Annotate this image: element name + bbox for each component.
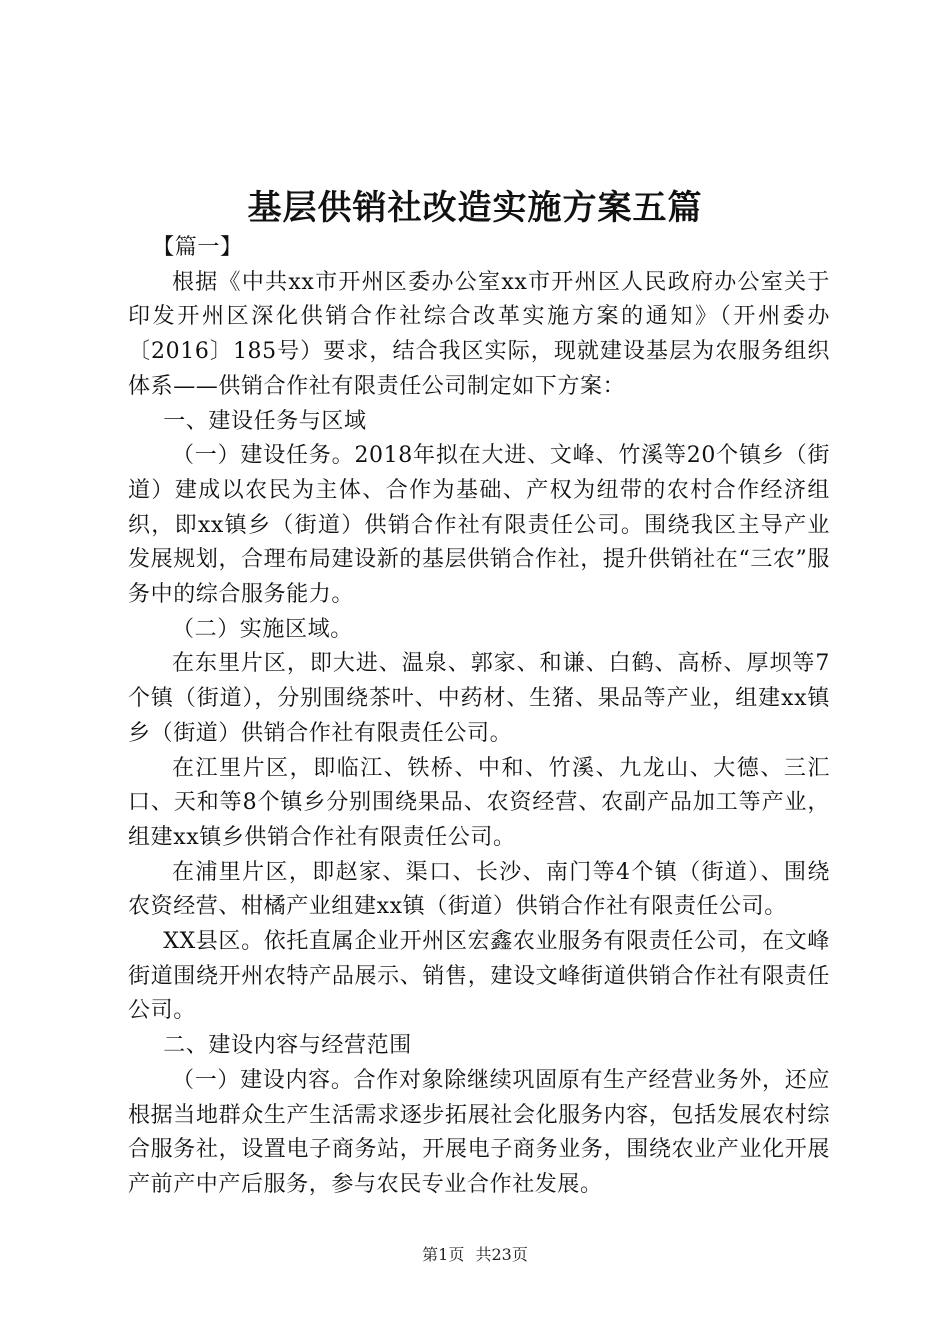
body-paragraph: 根据《中共xx市开州区委办公室xx市开州区人民政府办公室关于印发开州区深化供销合作社综合改革实施方案的通知》（开州委办〔2016〕185号）要求，结合我区实际，现就建设基层为农服务组织体系——供销合作社有限责任公司制定如下方案： [128, 269, 830, 399]
page-footer [0, 1244, 950, 1266]
body-paragraph: 在江里片区，即临江、铁桥、中和、竹溪、九龙山、大德、三汇口、天和等8个镇乡分别围绕果品、农资经营、农副产品加工等产业，组建xx镇乡供销合作社有限责任公司。 [128, 755, 830, 850]
document-title: 基层供销社改造实施方案五篇 [247, 188, 703, 228]
body-paragraph: 在浦里片区，即赵家、渠口、长沙、南门等4个镇（街道）、围绕农资经营、柑橘产业组建xx镇（街道）供销合作社有限责任公司。 [128, 859, 830, 920]
section-heading: 二、建设内容与经营范围 [163, 1033, 412, 1059]
body-paragraph: XX县区。依托直属企业开州区宏鑫农业服务有限责任公司，在文峰街道围绕开州农特产品展示、销售，建设文峰街道供销合作社有限责任公司。 [128, 929, 830, 1024]
body-paragraph: 在东里片区，即大进、温泉、郭家、和谦、白鹤、高桥、厚坝等7个镇（街道），分别围绕茶叶、中药材、生猪、果品等产业，组建xx镇乡（街道）供销合作社有限责任公司。 [128, 651, 830, 746]
page-number: 第1页 [422, 1245, 465, 1264]
section-heading: 一、建设任务与区域 [163, 408, 367, 434]
document-body [128, 231, 830, 1203]
chapter-heading: 【篇一】 [152, 235, 243, 260]
body-paragraph: （一）建设内容。合作对象除继续巩固原有生产经营业务外，还应根据当地群众生产生活需求逐步拓展社会化服务内容，包括发展农村综合服务社，设置电子商务站，开展电子商务业务，围绕农业产业化开展产前产中产后服务，参与农民专业合作社发展。 [128, 1067, 830, 1197]
page-total: 共23页 [475, 1245, 528, 1264]
body-paragraph: （一）建设任务。2018年拟在大进、文峰、竹溪等20个镇乡（街道）建成以农民为主体、合作为基础、产权为纽带的农村合作经济组织，即xx镇乡（街道）供销合作社有限责任公司。围绕我区主导产业发展规划，合理布局建设新的基层供销合作社，提升供销社在“三农”服务中的综合服务能力。 [128, 443, 830, 608]
body-paragraph: （二）实施区域。 [172, 616, 353, 642]
